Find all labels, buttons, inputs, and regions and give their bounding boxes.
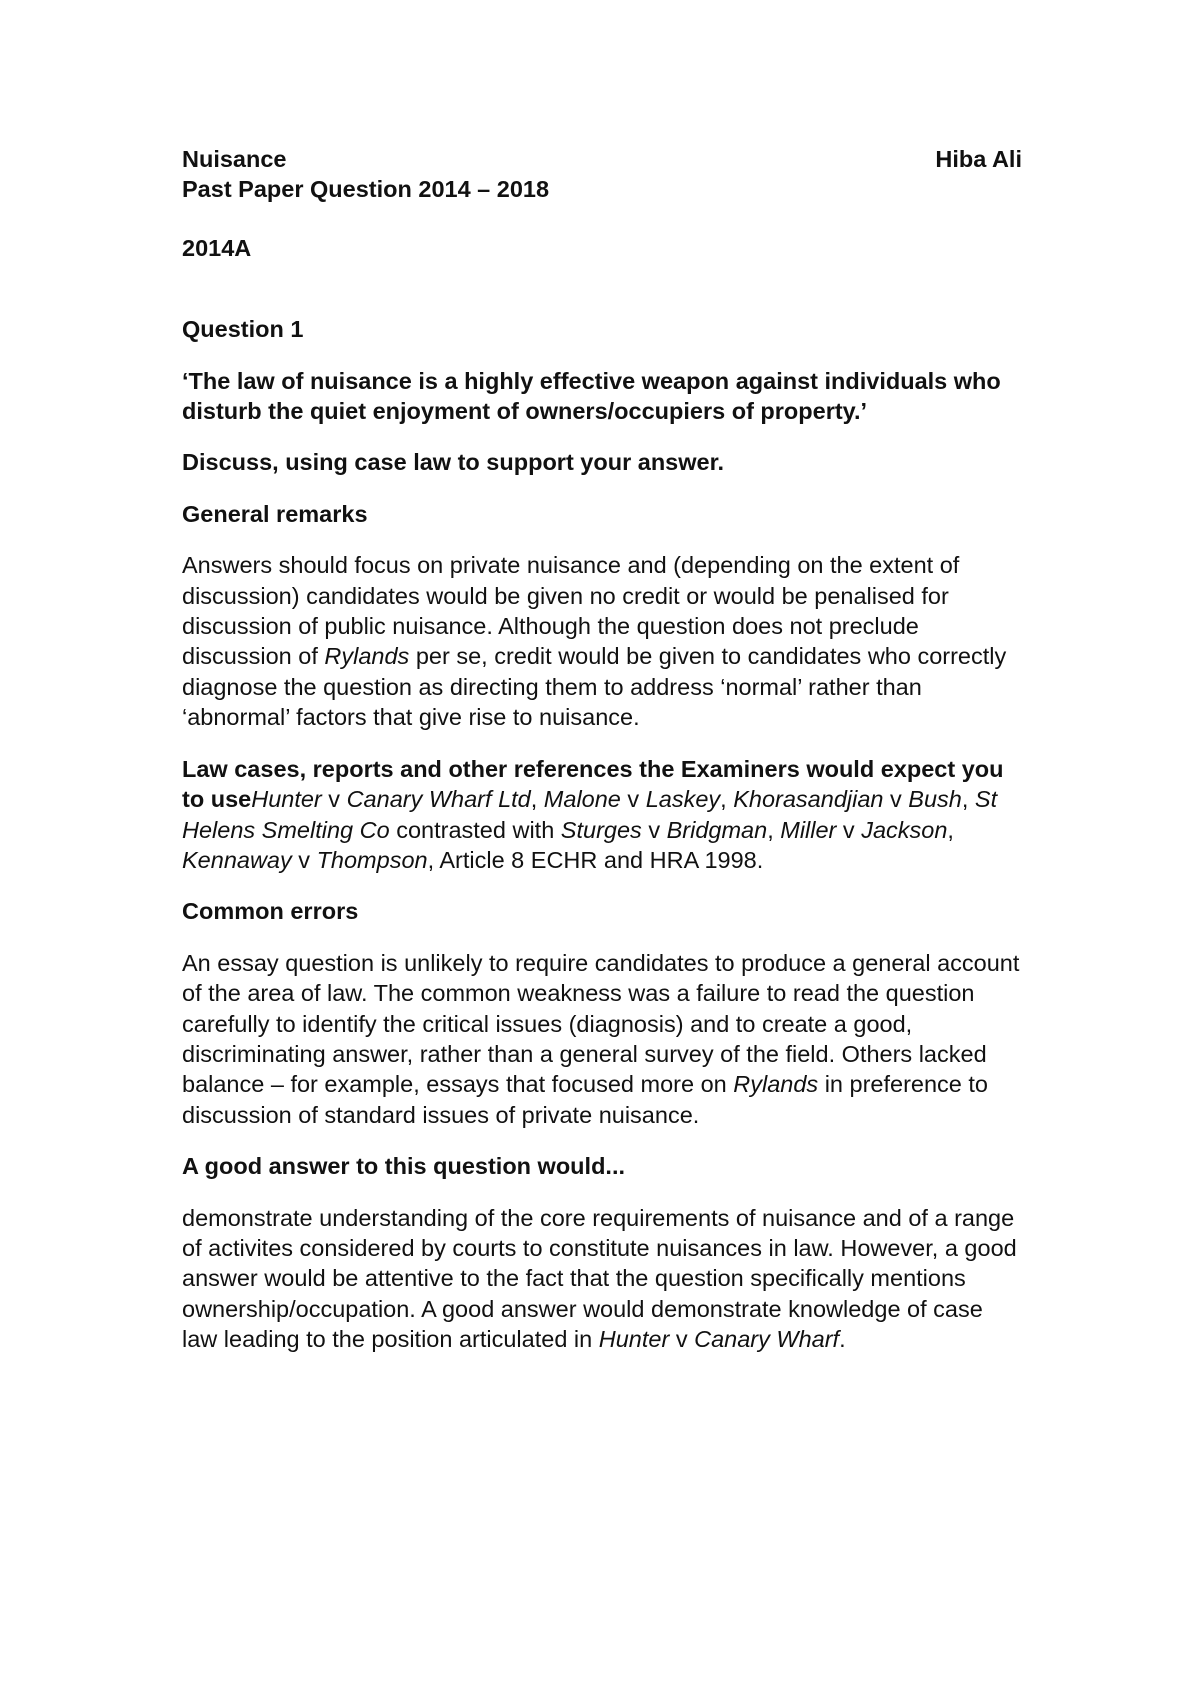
- text-run: per se, credit would be given to candidates who correctly diagnose the question as directing them to address ‘normal’ rather than ‘abnormal’ factors that give rise to nuisance.: [182, 643, 1007, 731]
- case-name: Laskey: [645, 786, 721, 813]
- good-answer-paragraph: [182, 1203, 1022, 1355]
- general-remarks-paragraph: [182, 550, 1022, 732]
- text-run: v: [321, 786, 347, 813]
- case-name: Rylands: [324, 643, 410, 670]
- text-run: ,: [767, 816, 781, 843]
- case-name: Bridgman: [666, 816, 768, 843]
- document-subtitle: Past Paper Question 2014 – 2018: [182, 176, 550, 203]
- case-name: Rylands: [733, 1071, 819, 1098]
- document-page: [182, 144, 1022, 1355]
- case-name: Thompson: [316, 846, 428, 873]
- law-cases-heading: Law cases, reports and other references the Examiners would expect you to use: [182, 755, 1004, 813]
- case-name: Canary Wharf Ltd: [346, 786, 531, 813]
- good-answer-heading: A good answer to this question would...: [182, 1153, 626, 1180]
- text-run: v: [641, 816, 667, 843]
- text-run: , Article 8 ECHR and HRA 1998.: [427, 846, 764, 873]
- text-run: contrasted with: [389, 816, 561, 843]
- question-quote: ‘The law of nuisance is a highly effective weapon against individuals who disturb the quiet enjoyment of owners/occupiers of property.’: [182, 367, 1001, 425]
- text-run: ,: [961, 786, 975, 813]
- text-run: ,: [720, 786, 734, 813]
- law-cases-paragraph: [182, 754, 1022, 876]
- text-run: v: [620, 786, 646, 813]
- text-run: .: [839, 1326, 846, 1353]
- common-errors-paragraph: [182, 948, 1022, 1130]
- case-name: Hunter: [598, 1326, 670, 1353]
- general-remarks-heading: General remarks: [182, 500, 368, 527]
- case-name: Khorasandjian: [733, 786, 884, 813]
- common-errors-heading: Common errors: [182, 898, 359, 925]
- case-name: Canary Wharf: [694, 1326, 840, 1353]
- case-name: St Helens Smelting Co: [182, 786, 998, 843]
- text-run: in preference to discussion of standard issues of private nuisance.: [182, 1071, 988, 1128]
- case-name: Miller: [780, 816, 837, 843]
- text-run: ,: [947, 816, 954, 843]
- text-run: v: [669, 1326, 695, 1353]
- header-row: [182, 144, 1022, 174]
- case-name: Malone: [543, 786, 621, 813]
- case-name: Jackson: [861, 816, 948, 843]
- text-run: An essay question is unlikely to require candidates to produce a general account of the area of law. The common weakness was a failure to read the question carefully to identify the critical issues (diagnosis) and to create a good, discriminating answer, rather than a general survey of the field. Others lacked balance – for example, essays that focused more on: [182, 949, 1020, 1098]
- text-run: v: [883, 786, 909, 813]
- text-run: v: [836, 816, 862, 843]
- year-label: 2014A: [182, 234, 252, 261]
- case-name: Bush: [908, 786, 962, 813]
- case-name: Hunter: [251, 786, 322, 813]
- text-run: demonstrate understanding of the core requirements of nuisance and of a range of activites considered by courts to constitute nuisances in law. However, a good answer would be attentive to the fact that the question specifically mentions ownership/occupation. A good answer would demonstrate knowledge of case law leading to the position articulated in: [182, 1204, 1017, 1353]
- text-run: Answers should focus on private nuisance and (depending on the extent of discussion) candidates would be given no credit or would be penalised for discussion of public nuisance. Although the question does not preclude discussion of: [182, 552, 960, 670]
- document-title: Nuisance: [182, 146, 287, 172]
- question-instruction: Discuss, using case law to support your answer.: [182, 449, 724, 476]
- case-name: Kennaway: [182, 846, 292, 873]
- text-run: v: [291, 846, 317, 873]
- text-run: ,: [530, 786, 544, 813]
- author-name: Hiba Ali: [935, 146, 1022, 172]
- case-name: Sturges: [560, 816, 642, 843]
- question-heading: Question 1: [182, 316, 304, 343]
